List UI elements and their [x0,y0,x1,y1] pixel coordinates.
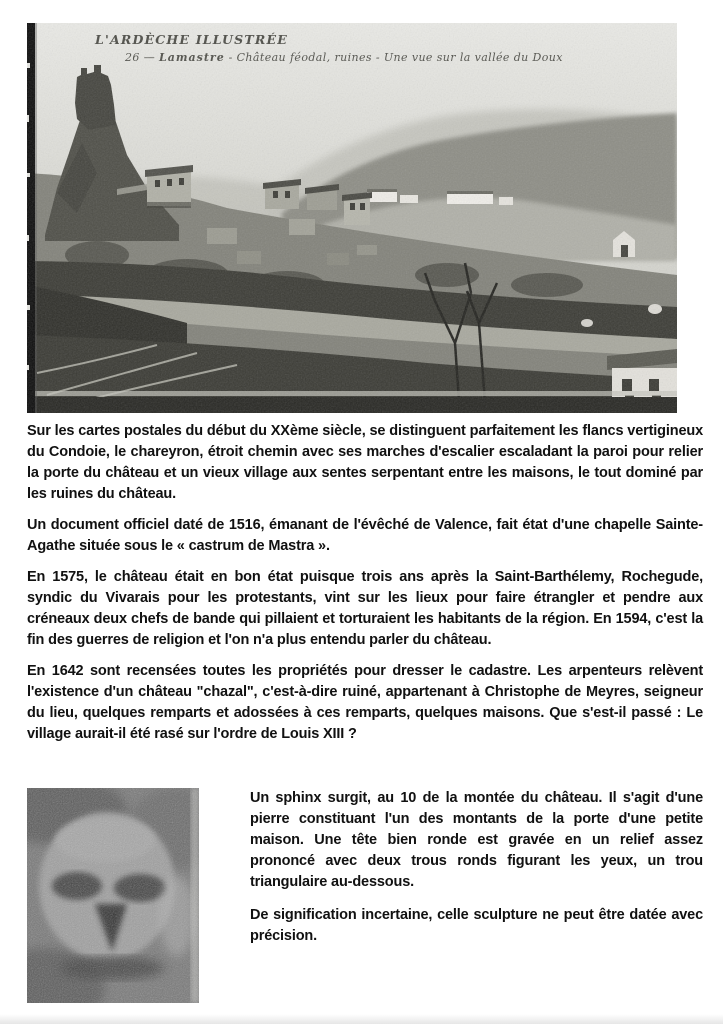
photo-grain-overlay [27,23,677,413]
postcard-publisher-title: L'ARDÈCHE ILLUSTRÉE [95,32,288,47]
paragraph-1516: Un document officiel daté de 1516, émanant de l'évêché de Valence, fait état d'une chapelle Sainte-Agathe située sous le « castrum de Mastra ». [27,517,703,554]
sphinx-section [27,788,703,1003]
paragraph-postcards: Sur les cartes postales du début du XXème siècle, se distinguent parfaitement les flancs vertigineux du Condoie, le chareyron, étroit chemin avec ses marches d'escalier escaladant la paroi pour relier la porte du château et un vieux village aux sentes serpentant entre les maisons, le tout dominé par les ruines du château. [27,423,703,502]
paragraph-1575: En 1575, le château était en bon état puisque trois ans après la Saint-Barthélemy, Rochegude, syndic du Vivarais pour les protestants, vint sur les lieux pour faire étrangler et pendre aux créneaux deux chefs de bande qui pillaient et torturaient les habitants de la région. En 1594, c'est la fin des guerres de religion et l'on n'a plus entendu parler du château. [27,569,703,648]
paragraph-signification: De signification incertaine, celle sculpture ne peut être datée avec précision. [250,907,703,944]
article-body [27,421,703,755]
sphinx-text-column [250,788,703,959]
sphinx-photo [27,788,199,1003]
postcard-caption-number: 26 — [125,51,159,64]
page-bottom-edge [0,1014,723,1024]
postcard-caption-rest: - Château féodal, ruines - Une vue sur la vallée du Doux [224,51,563,64]
photo-grain-overlay [27,788,199,1003]
sphinx-photo-illustration [27,788,199,1003]
paragraph-sphinx: Un sphinx surgit, au 10 de la montée du château. Il s'agit d'une pierre constituant l'un des montants de la porte d'une petite maison. Une tête bien ronde est gravée en un relief assez prononcé avec deux trous ronds figurant les yeux, un trou triangulaire au-dessous. [250,790,703,890]
paragraph-1642: En 1642 sont recensées toutes les propriétés pour dresser le cadastre. Les arpenteurs relèvent l'existence d'un château "chazal", c'est-à-dire ruiné, appartenant à Christophe de Meyres, seigneur du lieu, quelques remparts et adossées à ces remparts, quelques maisons. Que s'est-il passé : Le village aurait-il été rasé sur l'ordre de Louis XIII ? [27,663,703,742]
postcard-photo-illustration [27,23,677,413]
postcard-caption-place: Lamastre [159,51,225,64]
postcard-photo [27,23,677,413]
